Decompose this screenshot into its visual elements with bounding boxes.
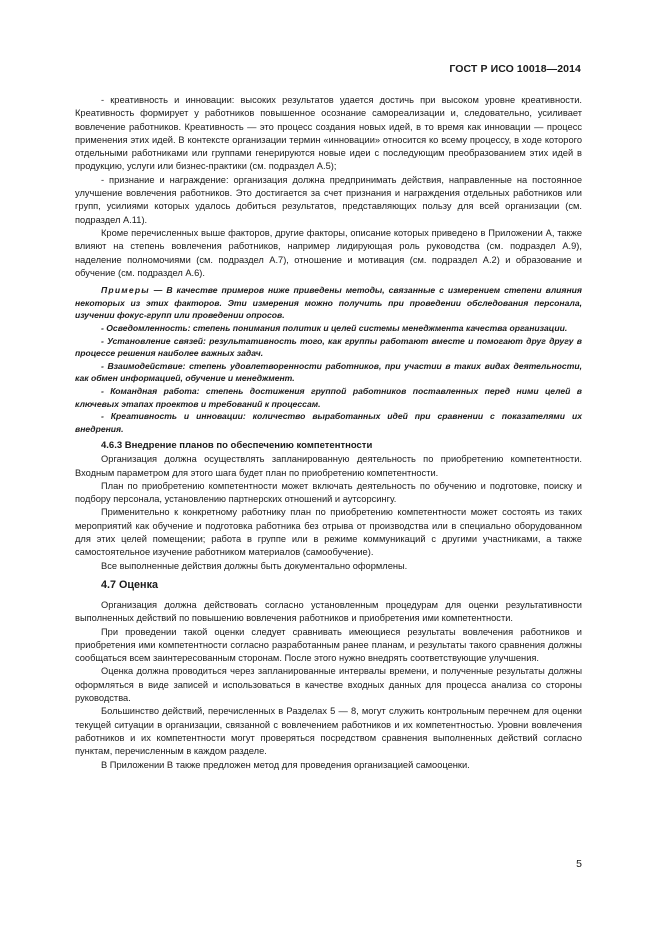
section-paragraph: Организация должна осуществлять запланированную деятельность по приобретению компетентности. Входным параметром для этого шага будет план по приобретению компетентности.	[75, 454, 582, 478]
section-paragraph: Все выполненные действия должны быть документально оформлены.	[101, 560, 408, 571]
paragraph-other-factors: Кроме перечисленных выше факторов, другие факторы, описание которых приведено в Приложении А, также влияют на степень вовлечения работников, например лидирующая роль руководства (см. подраздел А.9), наделение полномочиями (см. подраздел А.7), отношение и мотивация (см. подраздел А.2) и образование и обучение (см. подраздел А.6).	[75, 227, 582, 278]
section-heading-4-7: 4.7 Оценка	[101, 578, 158, 591]
document-header: ГОСТ Р ИСО 10018—2014	[449, 63, 581, 75]
page-body	[75, 94, 582, 772]
example-item: - Осведомленность: степень понимания политик и целей системы менеджмента качества организации.	[101, 322, 568, 333]
section-paragraph: При проведении такой оценки следует сравнивать имеющиеся результаты вовлечения работников и приобретения ими компетентности согласно разработанным ранее планам, и результаты такого сравнения должны сообщаться всем заинтересованным сторонам. После этого нужно внедрять соответствующие улучшения.	[75, 626, 582, 664]
section-paragraph: Оценка должна проводиться через запланированные интервалы времени, и полученные результаты должны оформляться в виде записей и использоваться в качестве входных данных для процесса анализа со стороны руководства.	[75, 666, 582, 704]
section-paragraph: Применительно к конкретному работнику план по приобретению компетентности может состоять из таких мероприятий как обучение и подготовка работника без отрыва от производства или в специально оборудованном для этих целей помещении; работа в группе или в режиме коммуникаций с другими участниками, а также самостоятельное изучение работником материалов (самообучение).	[75, 507, 582, 558]
section-heading-4-6-3: 4.6.3 Внедрение планов по обеспечению компетентности	[101, 440, 373, 452]
section-paragraph: Большинство действий, перечисленных в Разделах 5 — 8, могут служить контрольным перечнем для оценки текущей ситуации в организации, связанной с вовлечением работников и их компетентностью. Уровни вовлечения работников и их компетентности могут проверяться посредством сравнения выполненных действий согласно пунктам, перечисленным в каждом разделе.	[75, 706, 582, 757]
example-item: - Взаимодействие: степень удовлетворенности работников, при участии в таких видах деятельности, как обмен информацией, обучение и менеджмент.	[75, 360, 582, 384]
examples-intro	[75, 284, 582, 322]
paragraph-recognition: - признание и награждение: организация должна предпринимать действия, направленные на постоянное улучшение вовлечения работников. Это достигается за счет признания и награждения отдельных работников или групп, усилиями которых удалось добиться результатов, представляющих пользу для всей организации (см. подраздел А.11).	[75, 174, 582, 225]
example-item: - Креативность и инновации: количество выработанных идей при сравнении с показателями их внедрения.	[75, 411, 582, 434]
page-number: 5	[576, 858, 582, 870]
section-paragraph: В Приложении В также предложен метод для проведения организацией самооценки.	[101, 759, 470, 770]
example-item: - Установление связей: результативность того, как группы работают вместе и помогают друг другу в процессе решения наиболее важных задач.	[75, 335, 582, 359]
examples-lead-text: — В качестве примеров ниже приведены методы, связанные с измерением степени влияния некоторых из этих факторов. Эти измерения можно получить при проведении обследования персонала, изучении фокус-групп или проведении опросов.	[75, 285, 582, 321]
paragraph-creativity: - креативность и инновации: высоких результатов удается достичь при высоком уровне креативности. Креативность формирует у работников повышенное осознание самореализации и, следовательно, усиливает вовлечение работников. Креативность — это процесс создания новых идей, в то время как инновации — процесс применения этих идей. В контексте организации термин «инновации» относится ко всему процессу, в ходе которого отдельными работниками или группами генерируются новые идеи с последующим преобразованием этих идей в продукцию, услуги или бизнес-практики (см. подраздел А.5);	[75, 95, 582, 172]
section-paragraph: Организация должна действовать согласно установленным процедурам для оценки результативности выполненных действий по повышению вовлечения работников и приобретения ими компетентности.	[75, 599, 582, 624]
examples-note	[75, 284, 582, 435]
examples-lead-word: Примеры	[101, 285, 150, 296]
example-item: - Командная работа: степень достижения группой работников поставленных перед ними целей в ключевых этапах проектов и требований к процессам.	[75, 385, 582, 409]
section-paragraph: План по приобретению компетентности может включать деятельность по обучению и подготовке, поиску и подбору персонала, установлению партнерских отношений и аутсорсингу.	[75, 480, 582, 505]
